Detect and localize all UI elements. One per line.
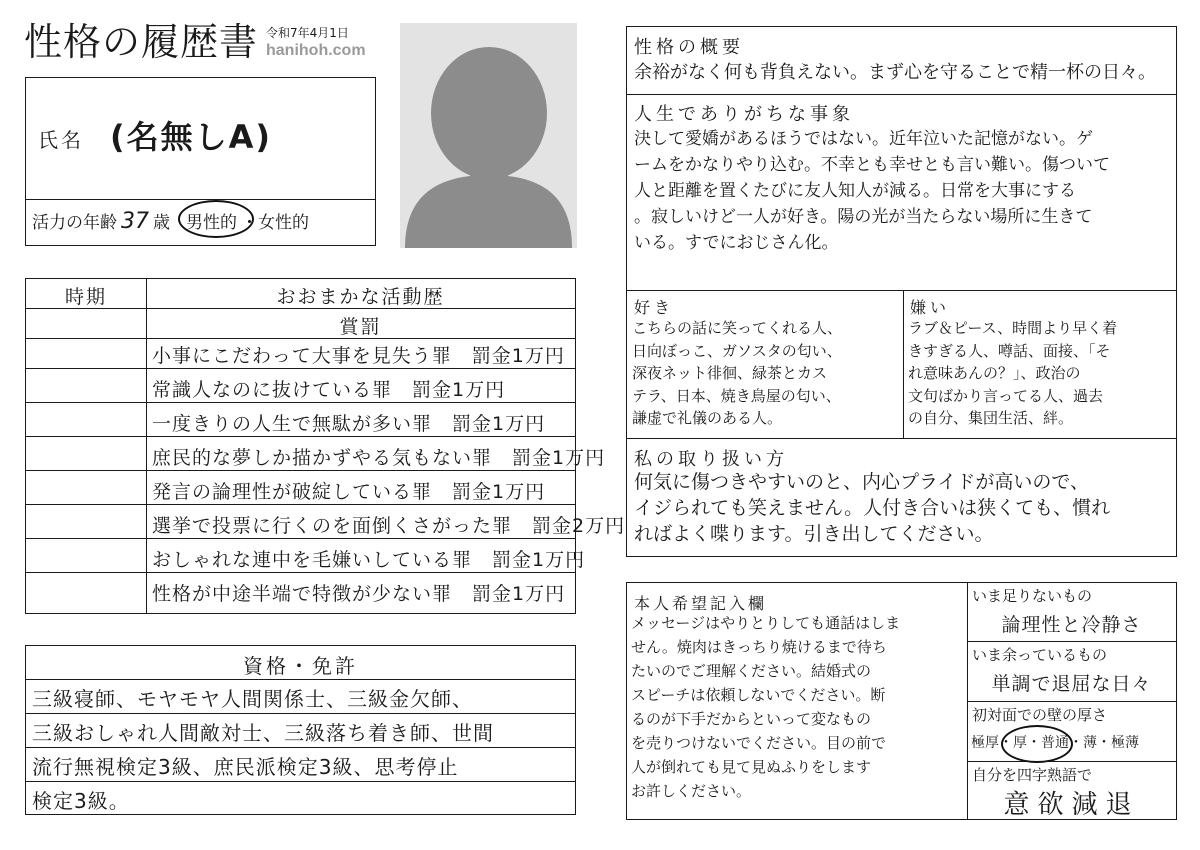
personal-wishes-box (626, 582, 1177, 820)
idiom-label: 自分を四字熟語で (972, 766, 1093, 784)
penalty-entry: 一度きりの人生で無駄が多い罪 罰金1万円 (152, 413, 546, 435)
dislikes-line: れ意味あんの？」、政治の (908, 364, 1081, 382)
column-header-activity: おおまかな活動歴 (276, 286, 445, 308)
table-row (26, 407, 575, 437)
surplus-value: 単調で退屈な日々 (991, 673, 1152, 695)
table-row (26, 475, 575, 505)
age-label: 活力の年齢 (32, 213, 117, 233)
wish-line: メッセージはやりとりしても通話はしま (631, 614, 901, 632)
life-events-body (634, 126, 1110, 256)
handling-section (627, 439, 1176, 558)
life-events-section (627, 95, 1176, 291)
penalty-entry: 庶民的な夢しか描かずやる気もない罪 罰金1万円 (152, 447, 606, 469)
lacking-value: 論理性と冷静さ (1001, 614, 1142, 636)
gender-option-female: 女性的 (258, 213, 309, 233)
handling-title: 私の取り扱い方 (634, 449, 788, 470)
qualification-line: 検定3級。 (32, 789, 130, 813)
likes-line: 日向ぼっこ、ガソスタの匂い、 (632, 341, 842, 360)
avatar-photo (400, 23, 577, 248)
section-heading-awards-penalties: 賞罰 (339, 316, 382, 338)
table-row (26, 714, 575, 748)
life-line: ームをかなりやり込む。不幸とも幸せとも言い難い。傷ついて (634, 155, 1110, 175)
age-gender-row (32, 208, 309, 234)
life-line: 人と距離を置くたびに友人知人が減る。日常を大事にする (634, 181, 1076, 201)
table-row (26, 680, 575, 714)
wish-title: 本人希望記入欄 (634, 594, 768, 613)
age-unit: 歳 (153, 213, 170, 233)
overview-section (627, 27, 1176, 95)
likes-line: 謙虚で礼儀のある人。 (632, 409, 783, 427)
dislikes-line: の自分、集団生活、絆。 (908, 409, 1074, 427)
likes-body (632, 317, 842, 430)
wish-line: るのが下手だからといって変なもの (631, 710, 872, 728)
table-row (26, 441, 606, 471)
qualification-line: 流行無視検定3級、庶民派検定3級、思考停止 (32, 755, 459, 779)
wall-thickness-label: 初対面での壁の厚さ (972, 706, 1108, 724)
wish-line: お許しください。 (631, 782, 752, 800)
lacking-row (967, 583, 1176, 642)
surplus-row (967, 642, 1176, 702)
wish-body (631, 611, 900, 803)
penalty-entry: 発言の論理性が破綻している罪 罰金1万円 (152, 481, 546, 503)
table-header-row (26, 279, 575, 309)
wish-line: スピーチは依頼しないでください。断 (631, 686, 886, 704)
likes-dislikes-divider (903, 291, 904, 438)
penalty-entry: 小事にこだわって大事を見失う罪 罰金1万円 (152, 345, 565, 367)
handling-line: ればよく喋ります。引き出してください。 (634, 523, 994, 545)
qualifications-table (25, 645, 576, 815)
life-events-title: 人生でありがちな事象 (634, 104, 854, 125)
wall-thickness-row (967, 702, 1176, 762)
person-silhouette-icon (400, 23, 577, 248)
dislikes-body (908, 317, 1117, 430)
table-row (26, 748, 575, 782)
page-title: 性格の履歴書 (24, 20, 259, 64)
name-value: (名無しA) (110, 118, 273, 156)
wish-line: たいのでご理解ください。結婚式の (631, 662, 872, 680)
idiom-value: 意欲減退 (1003, 790, 1140, 820)
dislikes-line: 文句ばかり言ってる人、過去 (908, 386, 1104, 405)
name-label: 氏名 (38, 128, 84, 152)
activity-history-table (25, 278, 626, 614)
dislikes-line: きすぎる人、噂話、面接、「そ (908, 341, 1111, 360)
life-line: 。寂しいけど一人が好き。陽の光が当たらない場所に生きて (634, 207, 1093, 227)
penalty-entry: 選挙で投票に行くのを面倒くさがった罪 罰金2万円 (152, 515, 626, 537)
gender-option-male-selected: 男性的 (182, 208, 241, 233)
wish-line: せん。焼肉はきっちり焼けるまで待ち (631, 638, 887, 656)
wall-option-selected: 厚・普通 (1013, 735, 1069, 751)
likes-title: 好き (634, 298, 675, 317)
wish-line: 人が倒れても見て見ぬふりをします (631, 758, 872, 776)
handling-line: 何気に傷つきやすいのと、内心プライドが高いので、 (634, 471, 1090, 493)
wish-line: を売りつけないでください。目の前で (631, 734, 887, 752)
likes-line: テラ、日本、焼き鳥屋の匂い、 (632, 386, 841, 405)
gender-separator: ・ (241, 213, 258, 233)
idiom-row (967, 762, 1176, 819)
wall-option: ・薄・極薄 (1069, 735, 1139, 751)
life-line: いる。すでにおじさん化。 (634, 233, 839, 253)
lacking-label: いま足りないもの (972, 587, 1093, 605)
qualification-line: 三級おしゃれ人間敵対士、三級落ち着き師、世間 (32, 721, 494, 745)
table-row (26, 373, 575, 403)
dislikes-title: 嫌い (910, 298, 951, 317)
table-row (26, 577, 575, 607)
handling-line: イジられても笑えません。人付き合いは狭くても、慣れ (634, 497, 1111, 519)
handling-body (634, 469, 1110, 547)
document-date: 令和7年4月1日 (266, 26, 349, 40)
penalty-entry: 常識人なのに抜けている罪 罰金1万円 (152, 379, 506, 401)
personality-details-box (626, 26, 1177, 557)
profile-divider (26, 199, 375, 200)
likes-dislikes-section (627, 291, 1176, 439)
table-header-row (26, 646, 575, 680)
table-row (26, 543, 586, 573)
likes-line: 深夜ネット徘徊、緑茶とカス (632, 364, 828, 382)
wall-thickness-options (971, 732, 1139, 752)
overview-title: 性格の概要 (634, 37, 744, 58)
dislikes-line: ラブ＆ピース、時間より早く着 (908, 319, 1118, 337)
column-header-period: 時期 (64, 286, 107, 308)
surplus-label: いま余っているもの (972, 646, 1108, 664)
likes-line: こちらの話に笑ってくれる人、 (632, 319, 843, 337)
table-row (26, 309, 575, 339)
age-value: 37 (121, 209, 149, 234)
overview-body: 余裕がなく何も背負えない。まず心を守ることで精一杯の日々。 (634, 62, 1156, 83)
site-watermark: hanihoh.com (266, 42, 366, 59)
qualification-line: 三級寝師、モヤモヤ人間関係士、三級金欠師、 (32, 687, 473, 711)
wall-option: 極厚・ (971, 735, 1013, 751)
penalty-entry: おしゃれな連中を毛嫌いしている罪 罰金1万円 (152, 549, 586, 571)
table-row (26, 509, 626, 539)
life-line: 決して愛嬌があるほうではない。近年泣いた記憶がない。ゲ (634, 129, 1093, 149)
table-row (26, 339, 575, 369)
qualifications-title: 資格・免許 (243, 654, 358, 678)
profile-box (25, 77, 376, 246)
penalty-entry: 性格が中途半端で特徴が少ない罪 罰金1万円 (152, 583, 566, 605)
table-row (26, 782, 575, 816)
